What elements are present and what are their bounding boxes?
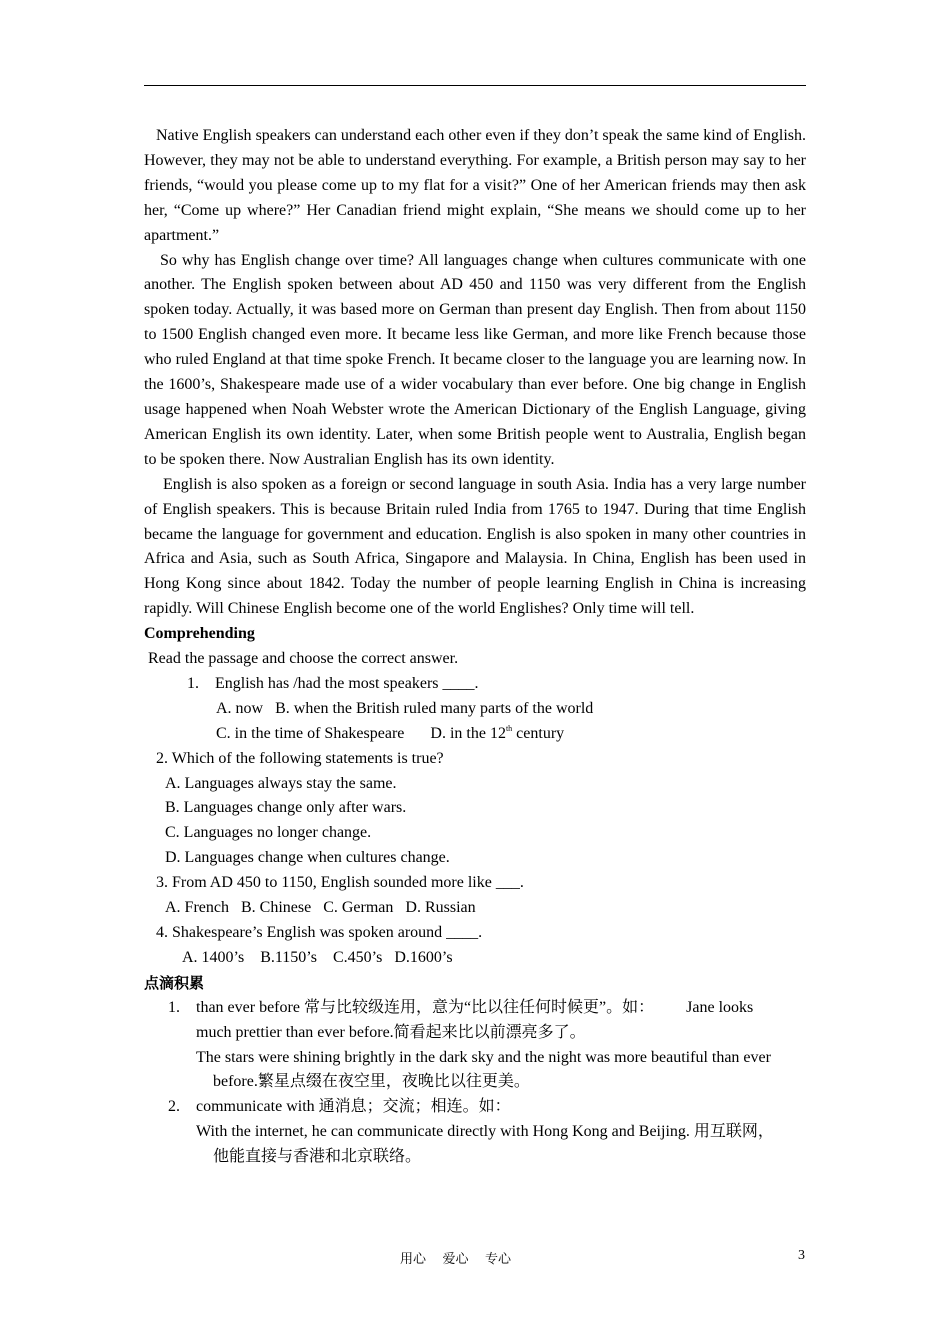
question-4: 4. Shakespeare’s English was spoken around ____. xyxy=(156,924,483,941)
page-content xyxy=(144,124,806,1170)
question-1-option-c: C. in the time of Shakespeare xyxy=(216,724,405,742)
tip-1 xyxy=(144,996,806,1021)
passage-paragraph-1: Native English speakers can understand each other even if they don’t speak the same kind of English. However, they may not be able to understand everything. For example, a British person may say to her friends, “would you please come up to my flat for a visit?” One of her American friends may then ask her, “Come up where?” Her Canadian friend might explain, “She means we should come up to her apartment.” xyxy=(144,127,806,244)
comprehending-instruction: Read the passage and choose the correct answer. xyxy=(148,650,459,668)
question-2: 2. Which of the following statements is true? xyxy=(156,749,444,767)
tip-1-line-1: than ever before 常与比较级连用，意为“比以往任何时候更”。如： Jane looks xyxy=(196,998,754,1016)
question-1 xyxy=(144,672,806,697)
tip-1-number: 1. xyxy=(168,998,180,1016)
question-3-options: A. French B. Chinese C. German D. Russian xyxy=(165,899,476,917)
tip-2-line-1: communicate with 通消息；交流；相连。如： xyxy=(196,1098,511,1116)
tips-heading: 点滴积累 xyxy=(144,973,205,992)
question-3: 3. From AD 450 to 1150, English sounded more like ___. xyxy=(156,874,524,892)
tip-2 xyxy=(144,1095,806,1120)
tip-1-line-2: much prettier than ever before.简看起来比以前漂亮多了。 xyxy=(196,1023,586,1041)
comprehending-heading: Comprehending xyxy=(144,625,255,643)
passage-paragraph-2: So why has English change over time? All languages change when cultures communicate with one another. The English spoken between about AD 450 and 1150 was very different from the English spoken today. Actually, it was based more on German than present day English. Then from about 1150 to 1500 English changed even more. It became less like German, and more like French because those who ruled England at that time spoke French. It became closer to the language you are learning now. In the 1600’s, Shakespeare made use of a wider vocabulary than ever before. One big change in English usage happened when Noah Webster wrote the American Dictionary of the English Language, giving American English its own identity. Later, when some British people went to Australia, English began to be spoken there. Now Australian English has its own identity. xyxy=(144,251,806,468)
question-1-options-cd xyxy=(144,722,806,747)
page-number: 3 xyxy=(798,1248,805,1263)
footer-motto: 用心 爱心 专心 xyxy=(400,1252,512,1267)
question-2-option-a: A. Languages always stay the same. xyxy=(165,774,397,792)
question-1-number: 1. xyxy=(187,674,199,692)
passage-paragraph-3: English is also spoken as a foreign or second language in south Asia. India has a very large number of English speakers. This is because Britain ruled India from 1765 to 1947. During that time English became the language for government and education. English is also spoken in many other countries in Africa and Asia, such as South Africa, Singapore and Malaysia. In China, English has been used in Hong Kong since about 1842. Today the number of people learning English in China is increasing rapidly. Will Chinese English become one of the world Englishes? Only time will tell. xyxy=(144,475,806,618)
tip-2-example-line-2: 他能直接与香港和北京联络。 xyxy=(213,1148,422,1166)
question-1-options-ab: A. now B. when the British ruled many parts of the world xyxy=(216,699,594,717)
tip-1-example-line-1: The stars were shining brightly in the dark sky and the night was more beautiful than ever xyxy=(196,1048,771,1066)
tip-2-example-line-1: With the internet, he can communicate directly with Hong Kong and Beijing. 用互联网， xyxy=(196,1123,774,1141)
question-4-options: A. 1400’s B.1150’s C.450’s D.1600’s xyxy=(182,948,453,966)
question-2-option-b: B. Languages change only after wars. xyxy=(165,799,407,817)
question-1-text: English has /had the most speakers ____. xyxy=(215,674,479,692)
header-rule xyxy=(144,85,806,86)
question-1-option-d: D. in the 12th century xyxy=(430,723,565,742)
question-2-option-d: D. Languages change when cultures change. xyxy=(165,849,450,867)
question-2-option-c: C. Languages no longer change. xyxy=(165,824,372,842)
tip-2-number: 2. xyxy=(168,1098,180,1116)
tip-1-example-line-2: before.繁星点缀在夜空里，夜晚比以往更美。 xyxy=(213,1073,530,1091)
